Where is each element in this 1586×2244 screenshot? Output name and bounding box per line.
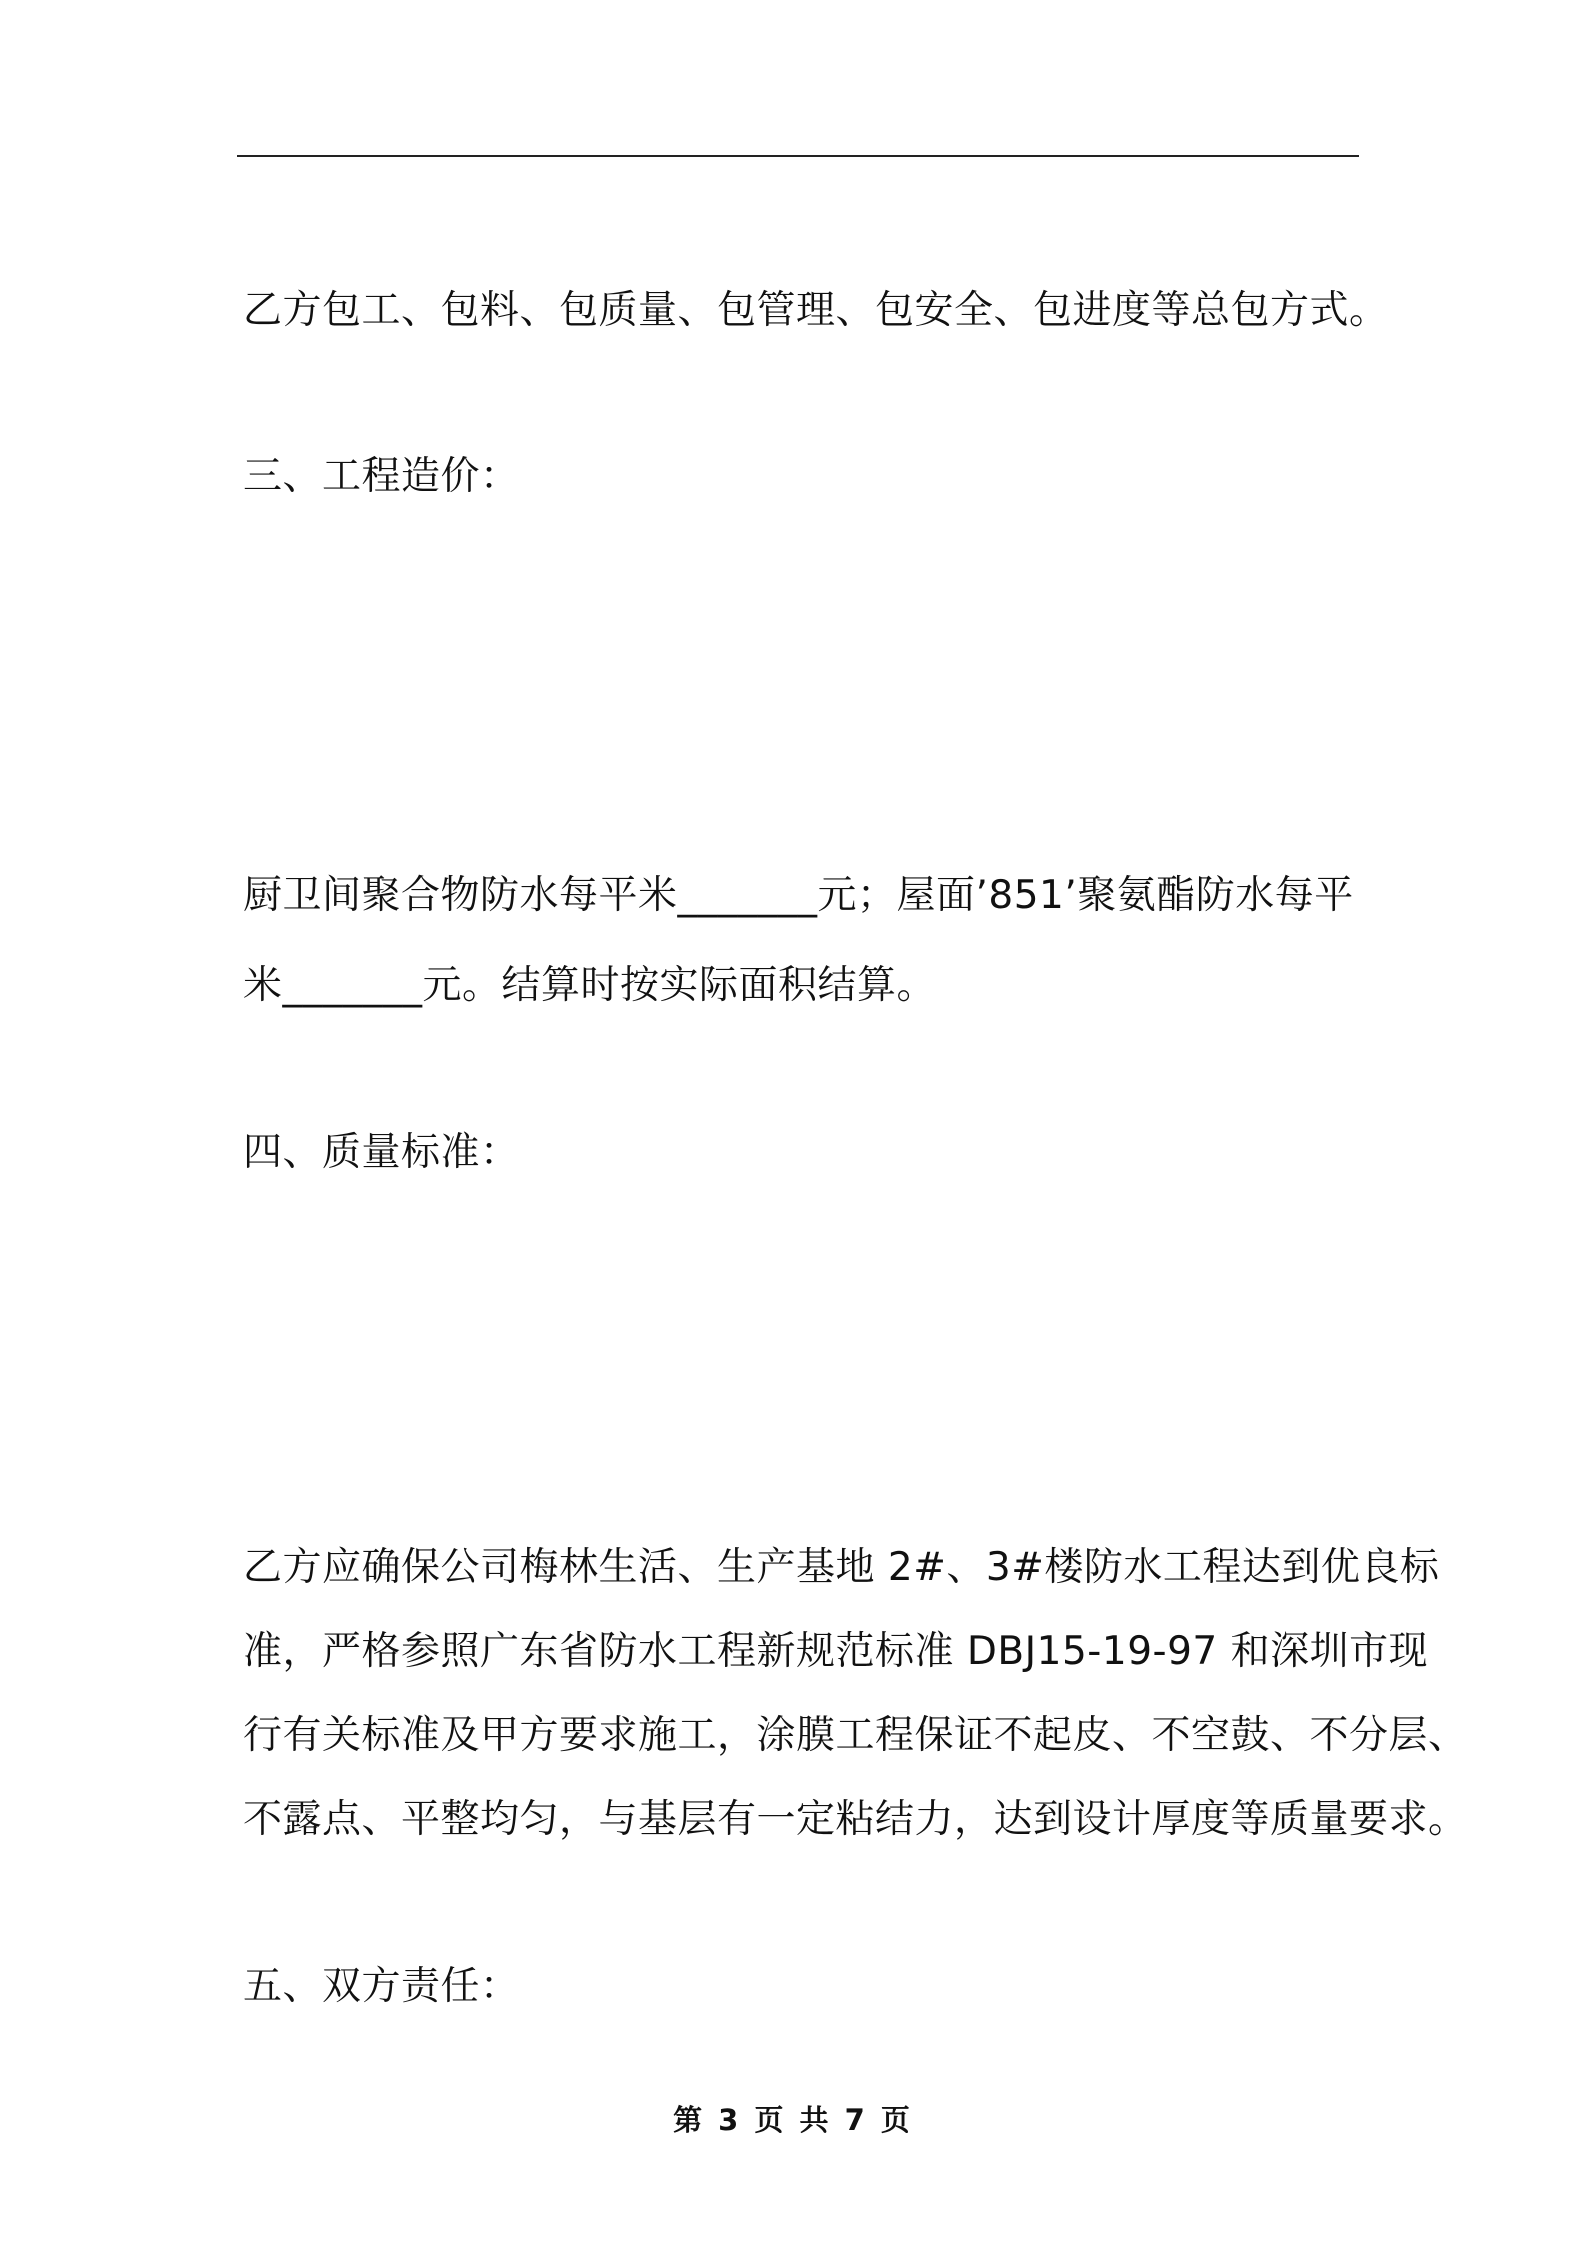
quality-line-4: 不露点、平整均匀，与基层有一定粘结力，达到设计厚度等质量要求。	[243, 1797, 1468, 1842]
header-rule	[237, 155, 1359, 157]
section-4-heading: 四、质量标准：	[243, 1130, 520, 1175]
quality-line-1: 乙方应确保公司梅林生活、生产基地 2#、3#楼防水工程达到优良标	[243, 1545, 1440, 1590]
section-5-heading: 五、双方责任：	[243, 1964, 520, 2009]
price-line-1: 厨卫间聚合物防水每平米_______元；屋面’851’聚氨酯防水每平	[243, 873, 1354, 918]
paragraph-contract-mode: 乙方包工、包料、包质量、包管理、包安全、包进度等总包方式。	[243, 288, 1389, 333]
page-number: 第 3 页 共 7 页	[673, 2103, 913, 2137]
quality-line-3: 行有关标准及甲方要求施工，涂膜工程保证不起皮、不空鼓、不分层、	[243, 1713, 1468, 1758]
price-line-2: 米_______元。结算时按实际面积结算。	[243, 963, 937, 1008]
section-3-heading: 三、工程造价：	[243, 454, 520, 499]
quality-line-2: 准，严格参照广东省防水工程新规范标准 DBJ15-19-97 和深圳市现	[243, 1629, 1429, 1674]
